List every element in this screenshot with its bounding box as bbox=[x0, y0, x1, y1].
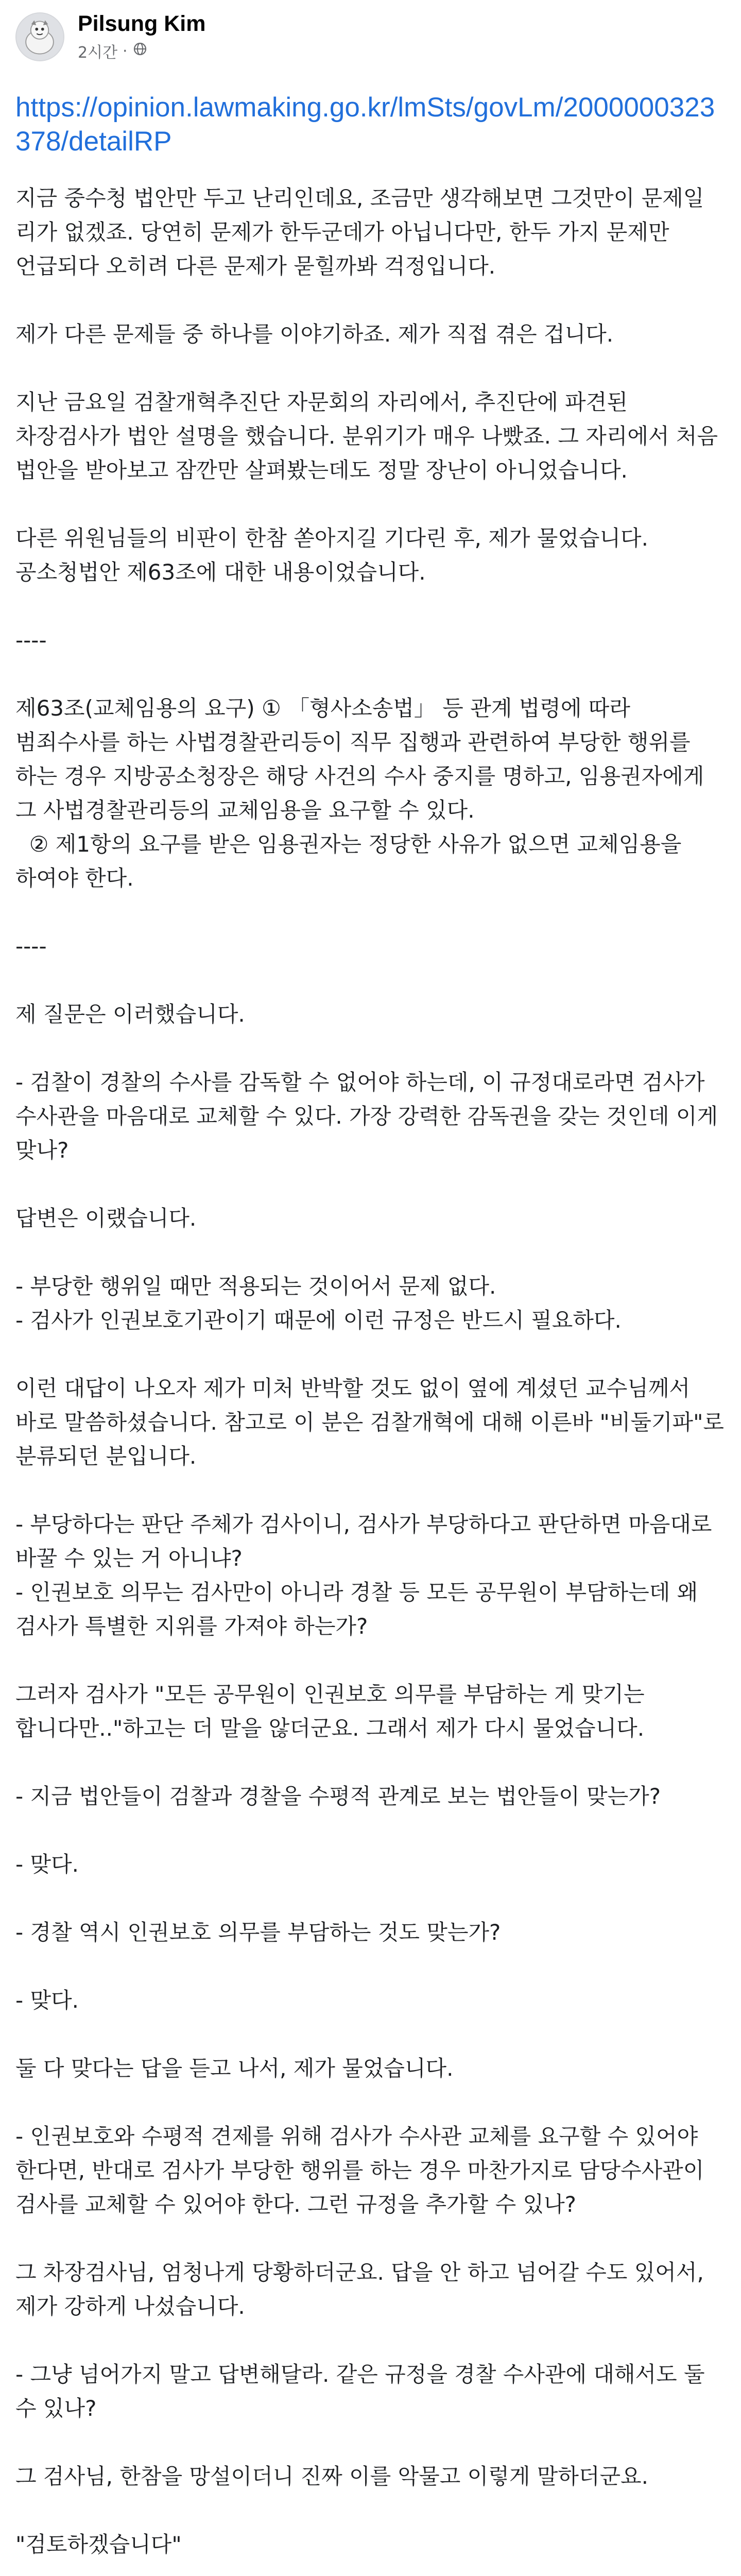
post-paragraph: 둘 다 맞다는 답을 듣고 나서, 제가 물었습니다. bbox=[15, 2056, 454, 2081]
post-paragraph: - 인권보호와 수평적 견제를 위해 검사가 수사관 교체를 요구할 수 있어야 한다면, 반대로 검사가 부당한 행위를 하는 경우 마찬가지로 담당수사관이 검사를 교체할 수 있어야 한다. 그런 규정을 추가할 수 있나? bbox=[15, 2124, 711, 2217]
audience-icon[interactable] bbox=[133, 42, 147, 60]
post-paragraph: 이런 대답이 나오자 제가 미처 반박할 것도 없이 옆에 계셨던 교수님께서 바로 말씀하셨습니다. 참고로 이 분은 검찰개혁에 대해 이른바 "비둘기파"로 분류되던 분입니다. bbox=[15, 1376, 731, 1469]
post-paragraph: 지금 중수청 법안만 두고 난리인데요, 조금만 생각해보면 그것만이 문제일 리가 없겠죠. 당연히 문제가 한두군데가 아닙니다만, 한두 가지 문제만 언급되다 오히려 다른 문제가 묻힐까봐 걱정입니다. bbox=[15, 185, 711, 279]
post-paragraph: 그 검사님, 한참을 망설이더니 진짜 이를 악물고 이렇게 말하더군요. bbox=[15, 2464, 648, 2489]
globe-icon bbox=[133, 42, 147, 56]
post-paragraph: 다른 위원님들의 비판이 한참 쏟아지길 기다린 후, 제가 물었습니다. 공소청법안 제63조에 대한 내용이었습니다. bbox=[15, 526, 656, 585]
post-paragraph: ---- bbox=[15, 628, 47, 653]
post-paragraph: 그 차장검사님, 엄청나게 당황하더군요. 답을 안 하고 넘어갈 수도 있어서, 제가 강하게 나섰습니다. bbox=[15, 2260, 711, 2319]
post-paragraph: - 부당한 행위일 때만 적용되는 것이어서 문제 없다. - 검사가 인권보호기관이기 때문에 이런 규정은 반드시 필요하다. bbox=[15, 1274, 622, 1333]
post-paragraph: - 그냥 넘어가지 말고 답변해달라. 같은 규정을 경찰 수사관에 대해서도 둘 수 있나? bbox=[15, 2362, 712, 2421]
post-paragraph: "검토하겠습니다" bbox=[15, 2532, 182, 2557]
post-paragraph: ---- bbox=[15, 934, 47, 959]
profile-photo-icon bbox=[16, 12, 63, 61]
post-timestamp[interactable]: 2시간 bbox=[78, 44, 118, 62]
post-paragraph: - 지금 법안들이 검찰과 경찰을 수평적 관계로 보는 법안들이 맞는가? bbox=[15, 1784, 661, 1809]
post-paragraph: - 부당하다는 판단 주체가 검사이니, 검사가 부당하다고 판단하면 마음대로 바꿀 수 있는 거 아니냐? - 인권보호 의무는 검사만이 아니라 경찰 등 모든 공무원이 부담하는데 왜 검사가 특별한 지위를 가져야 하는가? bbox=[15, 1512, 712, 1639]
meta-separator: · bbox=[123, 42, 128, 60]
post-paragraph: 그러자 검사가 "모든 공무원이 인권보호 의무를 부담하는 게 맞기는 합니다만.."하고는 더 말을 않더군요. 그래서 제가 다시 물었습니다. bbox=[15, 1682, 651, 1741]
post-paragraph: 제가 다른 문제들 중 하나를 이야기하죠. 제가 직접 겪은 겁니다. bbox=[15, 321, 614, 347]
post-paragraph: - 맞다. bbox=[15, 1988, 79, 2013]
post-header bbox=[15, 0, 726, 62]
post-paragraph: - 맞다. bbox=[15, 1852, 79, 1877]
post-paragraph: 지난 금요일 검찰개혁추진단 자문회의 자리에서, 추진단에 파견된 차장검사가 법안 설명을 했습니다. 분위기가 매우 나빴죠. 그 자리에서 처음 법안을 받아보고 잠깐만 살펴봤는데도 정말 장난이 아니었습니다. bbox=[15, 389, 725, 483]
post-paragraph: - 경찰 역시 인권보호 의무를 부담하는 것도 맞는가? bbox=[15, 1920, 501, 1945]
post-body bbox=[15, 181, 731, 2576]
avatar[interactable] bbox=[15, 12, 64, 61]
post-paragraph: - 검찰이 경찰의 수사를 감독할 수 없어야 하는데, 이 규정대로라면 검사가 수사관을 마음대로 교체할 수 있다. 가장 강력한 감독권을 갖는 것인데 이게 맞나? bbox=[15, 1070, 725, 1163]
author-name[interactable]: Pilsung Kim bbox=[78, 11, 206, 36]
post-paragraph: 제63조(교체임용의 요구) ① 「형사소송법」 등 관계 법령에 따라 범죄수사를 하는 사법경찰관리등이 직무 집행과 관련하여 부당한 행위를 하는 경우 지방공소청장은 해당 사건의 수사 중지를 명하고, 임용권자에게 그 사법경찰관리등의 교체임용을 요구할 수 있다. ② 제1항의 요구를 받은 임용권자는 정당한 사유가 없으면 교체임용을 하여야 한다. bbox=[15, 696, 704, 891]
post-paragraph: 제 질문은 이러했습니다. bbox=[15, 1002, 245, 1027]
post-paragraph: 답변은 이랬습니다. bbox=[15, 1206, 197, 1231]
post-meta bbox=[78, 40, 205, 62]
post-link[interactable]: https://opinion.lawmaking.go.kr/lmSts/govLm/2000000323378/detailRP bbox=[15, 92, 715, 157]
